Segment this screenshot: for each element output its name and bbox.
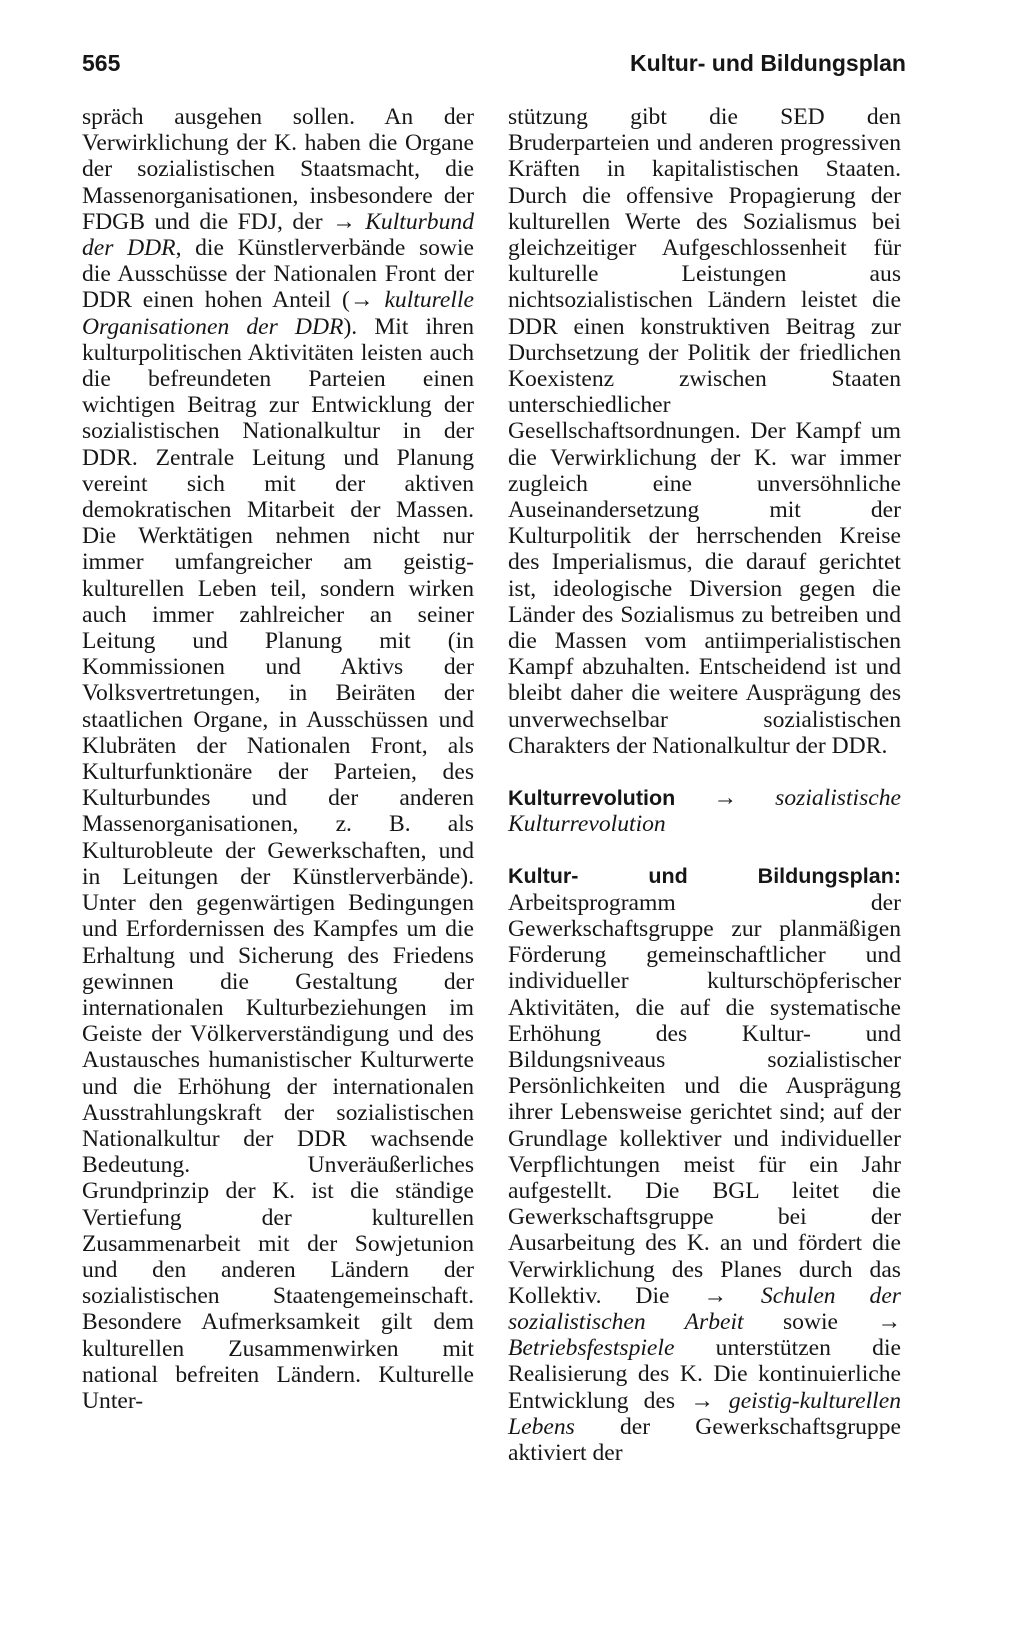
cross-reference-arrow: → [713, 785, 737, 812]
page-header [82, 50, 906, 90]
cross-reference: Schulen der sozialistischen Arbeit [508, 1282, 901, 1335]
body-text: stützung gibt die SED den Bruderparteien und anderen progressiven Kräften in kapitalistischen Staaten. Durch die offensive Propagierung der kulturellen Werte des Sozialismus bei gleichzeitiger Aufgeschlossenheit für kulturelle Leistungen aus nichtsozialistischen Ländern leistet die DDR einen konstruktiven Beitrag zur Durchsetzung der Politik der friedlichen Koexistenz zwischen Staaten unterschiedlicher Gesellschaftsordnungen. Der Kampf um die Verwirklichung der K. war immer zugleich eine unversöhnliche Auseinandersetzung mit der Kulturpolitik der herrschenden Kreise des Imperialismus, die darauf gerichtet ist, ideologische Diversion gegen die Länder des Sozialismus zu betreiben und die Massen vom antiimperialistischen Kampf abzuhalten. Entscheidend ist und bleibt daher die weitere Ausprägung des unverwechselbar sozialistischen Charakters der Nationalkultur der DDR. [508, 104, 901, 759]
entry-kultur-und-bildungsplan [508, 863, 901, 1466]
cross-reference: kulturelle Organisationen der DDR [82, 287, 474, 340]
body-text: ). Mit ihren kulturpolitischen Aktivitäten leisten auch die befreundeten Parteien einen wichtigen Beitrag zur Entwicklung der sozialistischen Nationalkultur in der DDR. Zentrale Leitung und Planung vereint sich mit der aktiven demokratischen Mitarbeit der Massen. Die Werktätigen nehmen nicht nur immer umfangreicher am geistig-kulturellen Leben teil, sondern wirken auch immer zahlreicher an seiner Leitung und Planung mit (in Kommissionen und Aktivs der Volksvertretungen, in Beiräten der staatlichen Organe, in Ausschüssen und Klubräten der Nationalen Front, als Kulturfunktionäre der Parteien, des Kulturbundes und der anderen Massenorganisationen, z. B. als Kulturobleute der Gewerkschaften, und in Leitungen der Künstlerverbände). Unter den gegenwärtigen Bedingungen und Erfordernissen des Kampfes um die Erhaltung und Sicherung des Friedens gewinnen die Gestaltung der internationalen Kulturbeziehungen im Geiste der Völkerverständigung und des Austausches humanistischer Kulturwerte und die Erhöhung der internationalen Ausstrahlungskraft der sozialistischen Nationalkultur der DDR wachsende Bedeutung. Unveräußerliches Grundprinzip der K. ist die ständige Vertiefung der kulturellen Zusammenarbeit mit der Sowjetunion und den anderen Ländern der sozialistischen Staatengemeinschaft. Besondere Aufmerksamkeit gilt dem kulturellen Zusammenwirken mit national befreiten Ländern. Kulturelle Unter- [82, 313, 475, 1414]
cross-reference-arrow: → [349, 287, 374, 314]
cross-reference-arrow: → [877, 1308, 901, 1335]
cross-reference: Kulturbund der DDR [82, 208, 474, 262]
body-text: Arbeitsprogramm der Gewerkschaftsgruppe zur planmäßigen Förderung gemeinschaftlicher und individueller kulturschöpferischer Aktivitäten, die auf die systematische Erhöhung des Kultur- und Bildungsniveaus sozialistischer Persönlichkeiten und die Ausprägung ihrer Lebensweise gerichtet sind; auf der Grundlage kollektiver und individueller Verpflichtungen meist für ein Jahr aufgestellt. Die BGL leitet die Gewerkschaftsgruppe bei der Ausarbeitung des K. an und fördert die Verwirklichung des Planes durch das Kollektiv. Die [508, 889, 901, 1309]
body-text: der Gewerkschaftsgruppe aktiviert der [508, 1413, 901, 1466]
left-column [82, 104, 474, 1414]
running-head: Kultur- und Bildungsplan [630, 50, 906, 76]
body-text: sowie [743, 1308, 878, 1335]
body-text: , die Künstlerverbände sowie die Ausschüsse der Nationalen Front der DDR einen hohen Anteil ( [82, 235, 474, 314]
cross-reference: sozialistische Kulturrevolution [508, 785, 901, 838]
entry-kulturrevolution [508, 785, 901, 837]
cross-reference: Betriebsfestspiele [508, 1335, 675, 1362]
entry-continuation [82, 104, 474, 1414]
right-column [508, 104, 901, 1466]
body-text: spräch ausgehen sollen. An der Verwirklichung der K. haben die Organe der sozialistischen Staatsmacht, die Massenorganisationen, insbesondere der FDGB und die FDJ, der [82, 104, 474, 235]
body-text: unterstützen die Realisierung des K. Die kontinuierliche Entwicklung des [508, 1335, 901, 1414]
cross-reference-arrow: → [703, 1282, 727, 1309]
page-number: 565 [82, 50, 121, 76]
entry-continuation [508, 104, 901, 759]
cross-reference-arrow: → [690, 1387, 714, 1414]
cross-reference-arrow: → [332, 208, 356, 235]
headword: Kulturrevolution [508, 786, 676, 811]
cross-reference: geistig-kulturellen Lebens [508, 1387, 901, 1440]
headword: Kultur- und Bildungsplan: [508, 864, 901, 889]
